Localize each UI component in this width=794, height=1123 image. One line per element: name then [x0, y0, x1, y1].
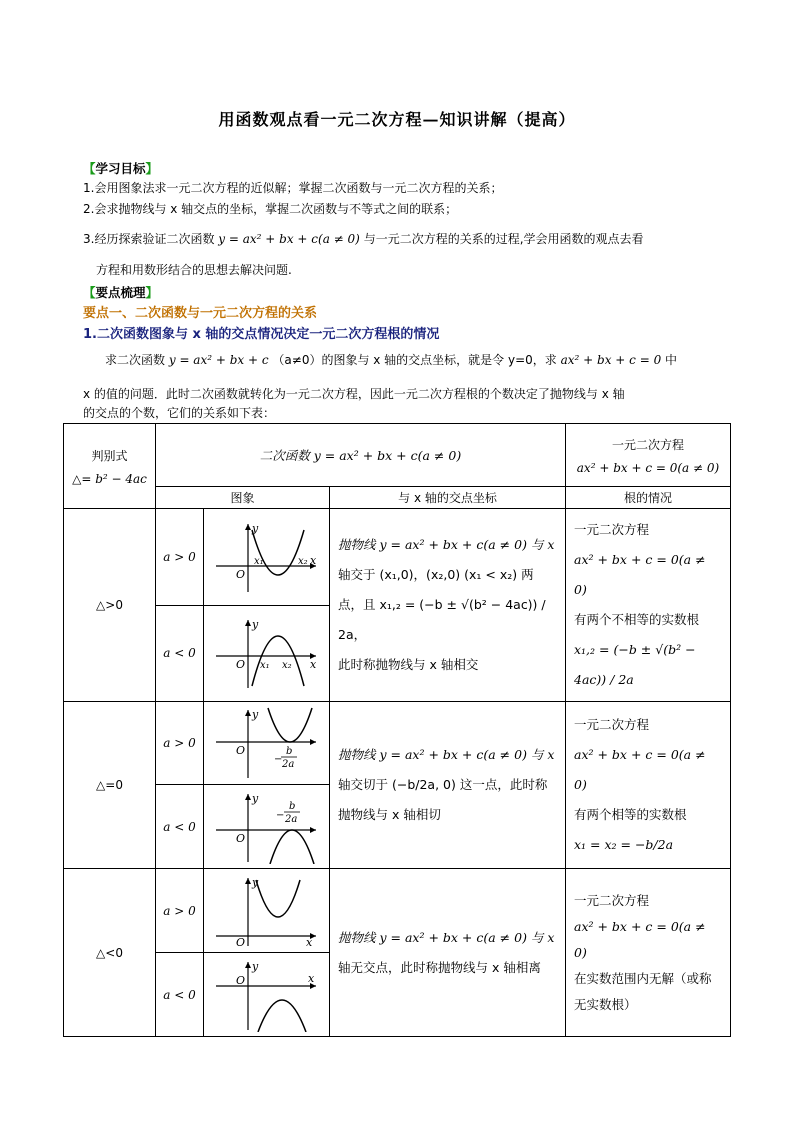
y-axis-label: y: [251, 875, 258, 889]
x-axis-label: x: [305, 935, 312, 948]
a-negative-label: a < 0: [156, 953, 204, 1037]
parabola-down-tangent-graph: [212, 790, 322, 864]
root-x2-label: x₂: [281, 660, 292, 672]
parabola-up-two-roots-graph: [212, 520, 322, 594]
goal-item-2: 2.会求抛物线与 x 轴交点的坐标，掌握二次函数与不等式之间的联系；: [83, 202, 458, 216]
parabola-down-no-roots-graph: [212, 958, 322, 1032]
vertex-denominator: 2a: [284, 813, 297, 825]
y-axis-label: y: [251, 959, 258, 973]
roots-line: 无实数根）: [574, 996, 637, 1012]
root-x1-label: x₁: [259, 660, 270, 672]
relation-table: [63, 423, 731, 1037]
intersect-line: 点，且 x₁,₂ = (−b ± √(b² − 4ac)) / 2a，: [338, 597, 546, 642]
parabola-curve: [270, 830, 314, 864]
goal-item-3: [83, 232, 644, 246]
vertex-minus-sign: −: [273, 754, 282, 765]
roots-text-zero: [566, 702, 731, 869]
origin-label: O: [235, 831, 245, 845]
y-axis-arrow: [245, 524, 251, 530]
intersect-text-negative: [330, 869, 566, 1037]
roots-line: ax² + bx + c = 0(a ≠ 0): [574, 918, 706, 960]
y-axis-label: y: [251, 708, 258, 721]
roots-line: 在实数范围内无解（或称: [574, 970, 712, 986]
y-axis-label: y: [251, 521, 258, 535]
subsection-heading: 1.二次函数图象与 x 轴的交点情况决定一元二次方程根的情况: [83, 327, 440, 342]
intersect-line: 轴无交点，此时称抛物线与 x 轴相离: [338, 959, 541, 975]
x-axis-label: x: [309, 658, 316, 672]
subheader-graph: 图象: [156, 487, 330, 509]
header-discriminant: [64, 424, 156, 509]
y-axis-label: y: [251, 618, 258, 632]
intersect-line: 抛物线 y = ax² + bx + c(a ≠ 0) 与 x: [338, 537, 555, 552]
subheader-intersection: 与 x 轴的交点坐标: [330, 487, 566, 509]
para1-formula-2: ax² + bx + c = 0: [560, 353, 662, 367]
graph-cell: [204, 953, 330, 1037]
equation-formula: ax² + bx + c = 0(a ≠ 0): [576, 460, 720, 475]
roots-line: x₁,₂ = (−b ± √(b² − 4ac)) / 2a: [574, 642, 696, 687]
discriminant-formula: △= b² − 4ac: [72, 471, 147, 486]
x-axis-arrow: [310, 827, 316, 833]
x-axis-label: x: [307, 971, 314, 985]
a-negative-label: a < 0: [156, 605, 204, 702]
intersect-line: 抛物线 y = ax² + bx + c(a ≠ 0) 与 x: [338, 747, 555, 762]
graph-cell: [204, 605, 330, 702]
section-heading: 要点一、二次函数与一元二次方程的关系: [83, 306, 318, 321]
goal-item-3-post: 与一元二次方程的关系的过程,学会用函数的观点去看: [363, 232, 644, 246]
vertex-numerator: b: [288, 800, 295, 812]
y-axis-arrow: [245, 710, 251, 716]
origin-label: O: [235, 744, 245, 757]
paragraph-line-1: [105, 353, 677, 367]
intersect-line: 抛物线与 x 轴相切: [338, 807, 441, 822]
parabola-up-no-roots-graph: [212, 874, 322, 948]
origin-label: O: [235, 567, 245, 581]
discriminant-label: 判别式: [91, 448, 128, 463]
equation-label: 一元二次方程: [611, 437, 684, 452]
roots-text-negative: [566, 869, 731, 1037]
y-axis-arrow: [245, 620, 251, 626]
x-axis-arrow: [310, 739, 316, 745]
x-axis-label: x: [309, 553, 316, 567]
y-axis-arrow: [245, 962, 251, 968]
key-points-header: 【要点梳理】: [83, 285, 159, 300]
parabola-curve: [268, 708, 312, 742]
parabola-curve: [258, 1000, 306, 1032]
para1-formula-1: y = ax² + bx + c: [168, 353, 269, 367]
a-positive-label: a > 0: [156, 869, 204, 953]
goal-item-3-line2: 方程和用数形结合的思想去解决问题.: [96, 263, 292, 277]
para1-pre: 求二次函数: [105, 353, 166, 367]
roots-line: ax² + bx + c = 0(a ≠ 0): [574, 747, 706, 792]
intersect-text-zero: [330, 702, 566, 869]
root-x2-label: x₂: [297, 555, 308, 567]
origin-label: O: [235, 935, 245, 948]
header-function: 二次函数 y = ax² + bx + c(a ≠ 0): [156, 424, 566, 487]
roots-line: 一元二次方程: [574, 522, 650, 537]
goal-item-3-formula: y = ax² + bx + c(a ≠ 0): [218, 232, 360, 246]
origin-label: O: [235, 973, 245, 987]
intersect-line: 轴交于 (x₁,0)，(x₂,0) (x₁ < x₂) 两: [338, 567, 534, 582]
graph-cell: [204, 785, 330, 869]
disc-positive: △>0: [64, 509, 156, 702]
a-negative-label: a < 0: [156, 785, 204, 869]
goal-item-3-pre: 3.经历探索验证二次函数: [83, 232, 215, 246]
paragraph-line-2: x 的值的问题．此时二次函数就转化为一元二次方程，因此一元二次方程根的个数决定了抛物线与 x 轴: [83, 387, 625, 401]
origin-label: O: [235, 658, 245, 672]
disc-negative: △<0: [64, 869, 156, 1037]
parabola-down-two-roots-graph: [212, 616, 322, 690]
graph-cell: [204, 869, 330, 953]
header-equation: [566, 424, 731, 487]
roots-line: x₁ = x₂ = −b/2a: [574, 837, 674, 852]
a-positive-label: a > 0: [156, 702, 204, 785]
roots-line: 有两个不相等的实数根: [574, 612, 700, 627]
graph-cell: [204, 702, 330, 785]
root-x1-label: x₁: [253, 555, 264, 567]
para1-mid: （a≠0）的图象与 x 轴的交点坐标，就是令 y=0，求: [272, 353, 557, 367]
vertex-denominator: 2a: [281, 759, 294, 770]
intersect-line: 轴交切于 (−b/2a, 0) 这一点，此时称: [338, 777, 548, 792]
parabola-curve: [256, 880, 300, 917]
subheader-roots: 根的情况: [566, 487, 731, 509]
disc-zero: △=0: [64, 702, 156, 869]
parabola-curve: [252, 530, 304, 575]
y-axis-arrow: [245, 878, 251, 884]
graph-cell: [204, 509, 330, 606]
roots-line: 一元二次方程: [574, 892, 650, 908]
intersect-line: 抛物线 y = ax² + bx + c(a ≠ 0) 与 x: [338, 929, 555, 945]
roots-text-positive: [566, 509, 731, 702]
intersect-line: 此时称抛物线与 x 轴相交: [338, 657, 479, 672]
para1-post: 中: [665, 353, 678, 367]
intersect-text-positive: [330, 509, 566, 702]
goal-item-1: 1.会用图象法求一元二次方程的近似解；掌握二次函数与一元二次方程的关系；: [83, 181, 503, 195]
roots-line: 有两个相等的实数根: [574, 807, 687, 822]
roots-line: 一元二次方程: [574, 717, 650, 732]
roots-line: ax² + bx + c = 0(a ≠ 0): [574, 552, 706, 597]
paragraph-line-3: 的交点的个数，它们的关系如下表：: [83, 406, 276, 420]
page-title: 用函数观点看一元二次方程—知识讲解（提高）: [218, 110, 576, 129]
y-axis-arrow: [245, 794, 251, 800]
vertex-minus-sign: −: [275, 809, 284, 821]
parabola-up-tangent-graph: [212, 706, 322, 780]
learning-goals-header: 【学习目标】: [83, 161, 159, 176]
vertex-numerator: b: [285, 746, 292, 757]
a-positive-label: a > 0: [156, 509, 204, 606]
y-axis-label: y: [251, 791, 258, 805]
